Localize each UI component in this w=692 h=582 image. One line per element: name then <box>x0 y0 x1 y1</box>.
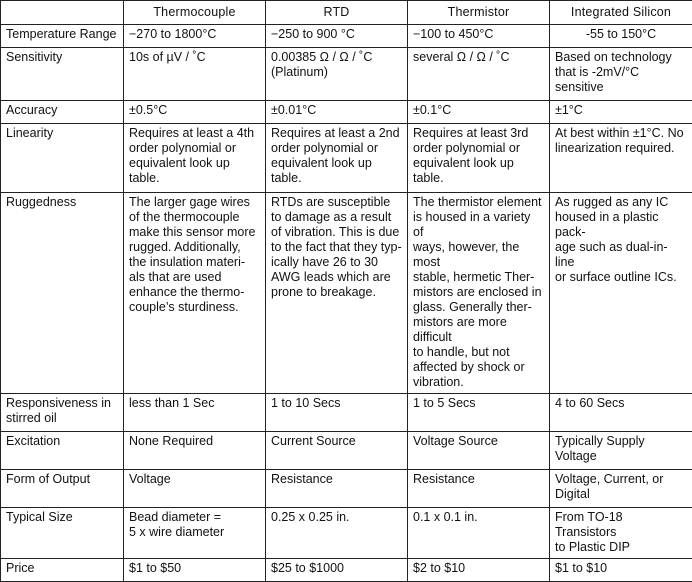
corner-header-cell <box>1 1 124 25</box>
cell-rtd: $25 to $1000 <box>266 559 408 582</box>
cell-rtd: −250 to 900 °C <box>266 25 408 48</box>
row-header-cell: Typical Size <box>1 508 124 559</box>
cell-integrated-silicon: ±1°C <box>550 101 692 124</box>
cell-integrated-silicon: Based on technology that is -2mV/°C sensitive <box>550 48 692 101</box>
column-header-rtd: RTD <box>266 1 408 25</box>
table-header <box>1 1 692 25</box>
cell-integrated-silicon: -55 to 150°C <box>550 25 692 48</box>
cell-integrated-silicon: 4 to 60 Secs <box>550 394 692 432</box>
cell-thermocouple: Bead diameter = 5 x wire diameter <box>124 508 266 559</box>
cell-rtd: RTDs are susceptible to damage as a result of vibration. This is due to the fact that they typ- ically have 26 to 30 AWG leads which are prone to breakage. <box>266 193 408 394</box>
cell-thermistor: The thermistor element is housed in a variety of ways, however, the most stable, hermetic Ther- mistors are enclosed in glass. Generally ther- mistors are more difficult to handle, but not affected by shock or vibration. <box>408 193 550 394</box>
row-header-cell: Linearity <box>1 124 124 193</box>
table-row <box>1 124 692 193</box>
cell-thermocouple: less than 1 Sec <box>124 394 266 432</box>
column-header-thermocouple: Thermocouple <box>124 1 266 25</box>
cell-rtd: Requires at least a 2nd order polynomial or equivalent look up table. <box>266 124 408 193</box>
table-row <box>1 25 692 48</box>
cell-thermocouple: None Required <box>124 432 266 470</box>
row-header-cell: Responsiveness in stirred oil <box>1 394 124 432</box>
cell-integrated-silicon: Typically Supply Voltage <box>550 432 692 470</box>
cell-rtd: Current Source <box>266 432 408 470</box>
row-header-cell: Price <box>1 559 124 582</box>
cell-thermistor: 0.1 x 0.1 in. <box>408 508 550 559</box>
cell-thermistor: Voltage Source <box>408 432 550 470</box>
cell-thermistor: ±0.1°C <box>408 101 550 124</box>
row-header-cell: Accuracy <box>1 101 124 124</box>
header-row <box>1 1 692 25</box>
cell-thermistor: 1 to 5 Secs <box>408 394 550 432</box>
cell-integrated-silicon: Voltage, Current, or Digital <box>550 470 692 508</box>
cell-thermistor: Requires at least 3rd order polynomial or equivalent look up table. <box>408 124 550 193</box>
cell-thermocouple: $1 to $50 <box>124 559 266 582</box>
cell-thermistor: several Ω / Ω / ˚C <box>408 48 550 101</box>
column-header-thermistor: Thermistor <box>408 1 550 25</box>
table-row <box>1 193 692 394</box>
cell-thermistor: −100 to 450°C <box>408 25 550 48</box>
row-header-cell: Ruggedness <box>1 193 124 394</box>
cell-thermistor: $2 to $10 <box>408 559 550 582</box>
column-header-integrated-silicon: Integrated Silicon <box>550 1 692 25</box>
cell-thermistor: Resistance <box>408 470 550 508</box>
cell-rtd: 1 to 10 Secs <box>266 394 408 432</box>
cell-integrated-silicon: As rugged as any IC housed in a plastic pack- age such as dual-in-line or surface outline ICs. <box>550 193 692 394</box>
row-header-cell: Temperature Range <box>1 25 124 48</box>
table-row <box>1 48 692 101</box>
table-row <box>1 559 692 582</box>
cell-rtd: Resistance <box>266 470 408 508</box>
cell-rtd: 0.00385 Ω / Ω / ˚C (Platinum) <box>266 48 408 101</box>
cell-thermocouple: 10s of µV / ˚C <box>124 48 266 101</box>
table-row <box>1 394 692 432</box>
row-header-cell: Excitation <box>1 432 124 470</box>
row-header-cell: Sensitivity <box>1 48 124 101</box>
table-row <box>1 432 692 470</box>
table-body <box>1 25 692 582</box>
table-row <box>1 101 692 124</box>
cell-rtd: 0.25 x 0.25 in. <box>266 508 408 559</box>
table-row <box>1 470 692 508</box>
cell-thermocouple: Voltage <box>124 470 266 508</box>
cell-integrated-silicon: $1 to $10 <box>550 559 692 582</box>
cell-thermocouple: Requires at least a 4th order polynomial or equivalent look up table. <box>124 124 266 193</box>
cell-integrated-silicon: From TO-18 Transistors to Plastic DIP <box>550 508 692 559</box>
cell-integrated-silicon: At best within ±1°C. No linearization required. <box>550 124 692 193</box>
row-header-cell: Form of Output <box>1 470 124 508</box>
cell-rtd: ±0.01°C <box>266 101 408 124</box>
cell-thermocouple: ±0.5°C <box>124 101 266 124</box>
table-row <box>1 508 692 559</box>
cell-thermocouple: The larger gage wires of the thermocouple make this sensor more rugged. Additionally, the insulation materi- als that are used enhance the thermo- couple’s sturdiness. <box>124 193 266 394</box>
cell-thermocouple: −270 to 1800°C <box>124 25 266 48</box>
